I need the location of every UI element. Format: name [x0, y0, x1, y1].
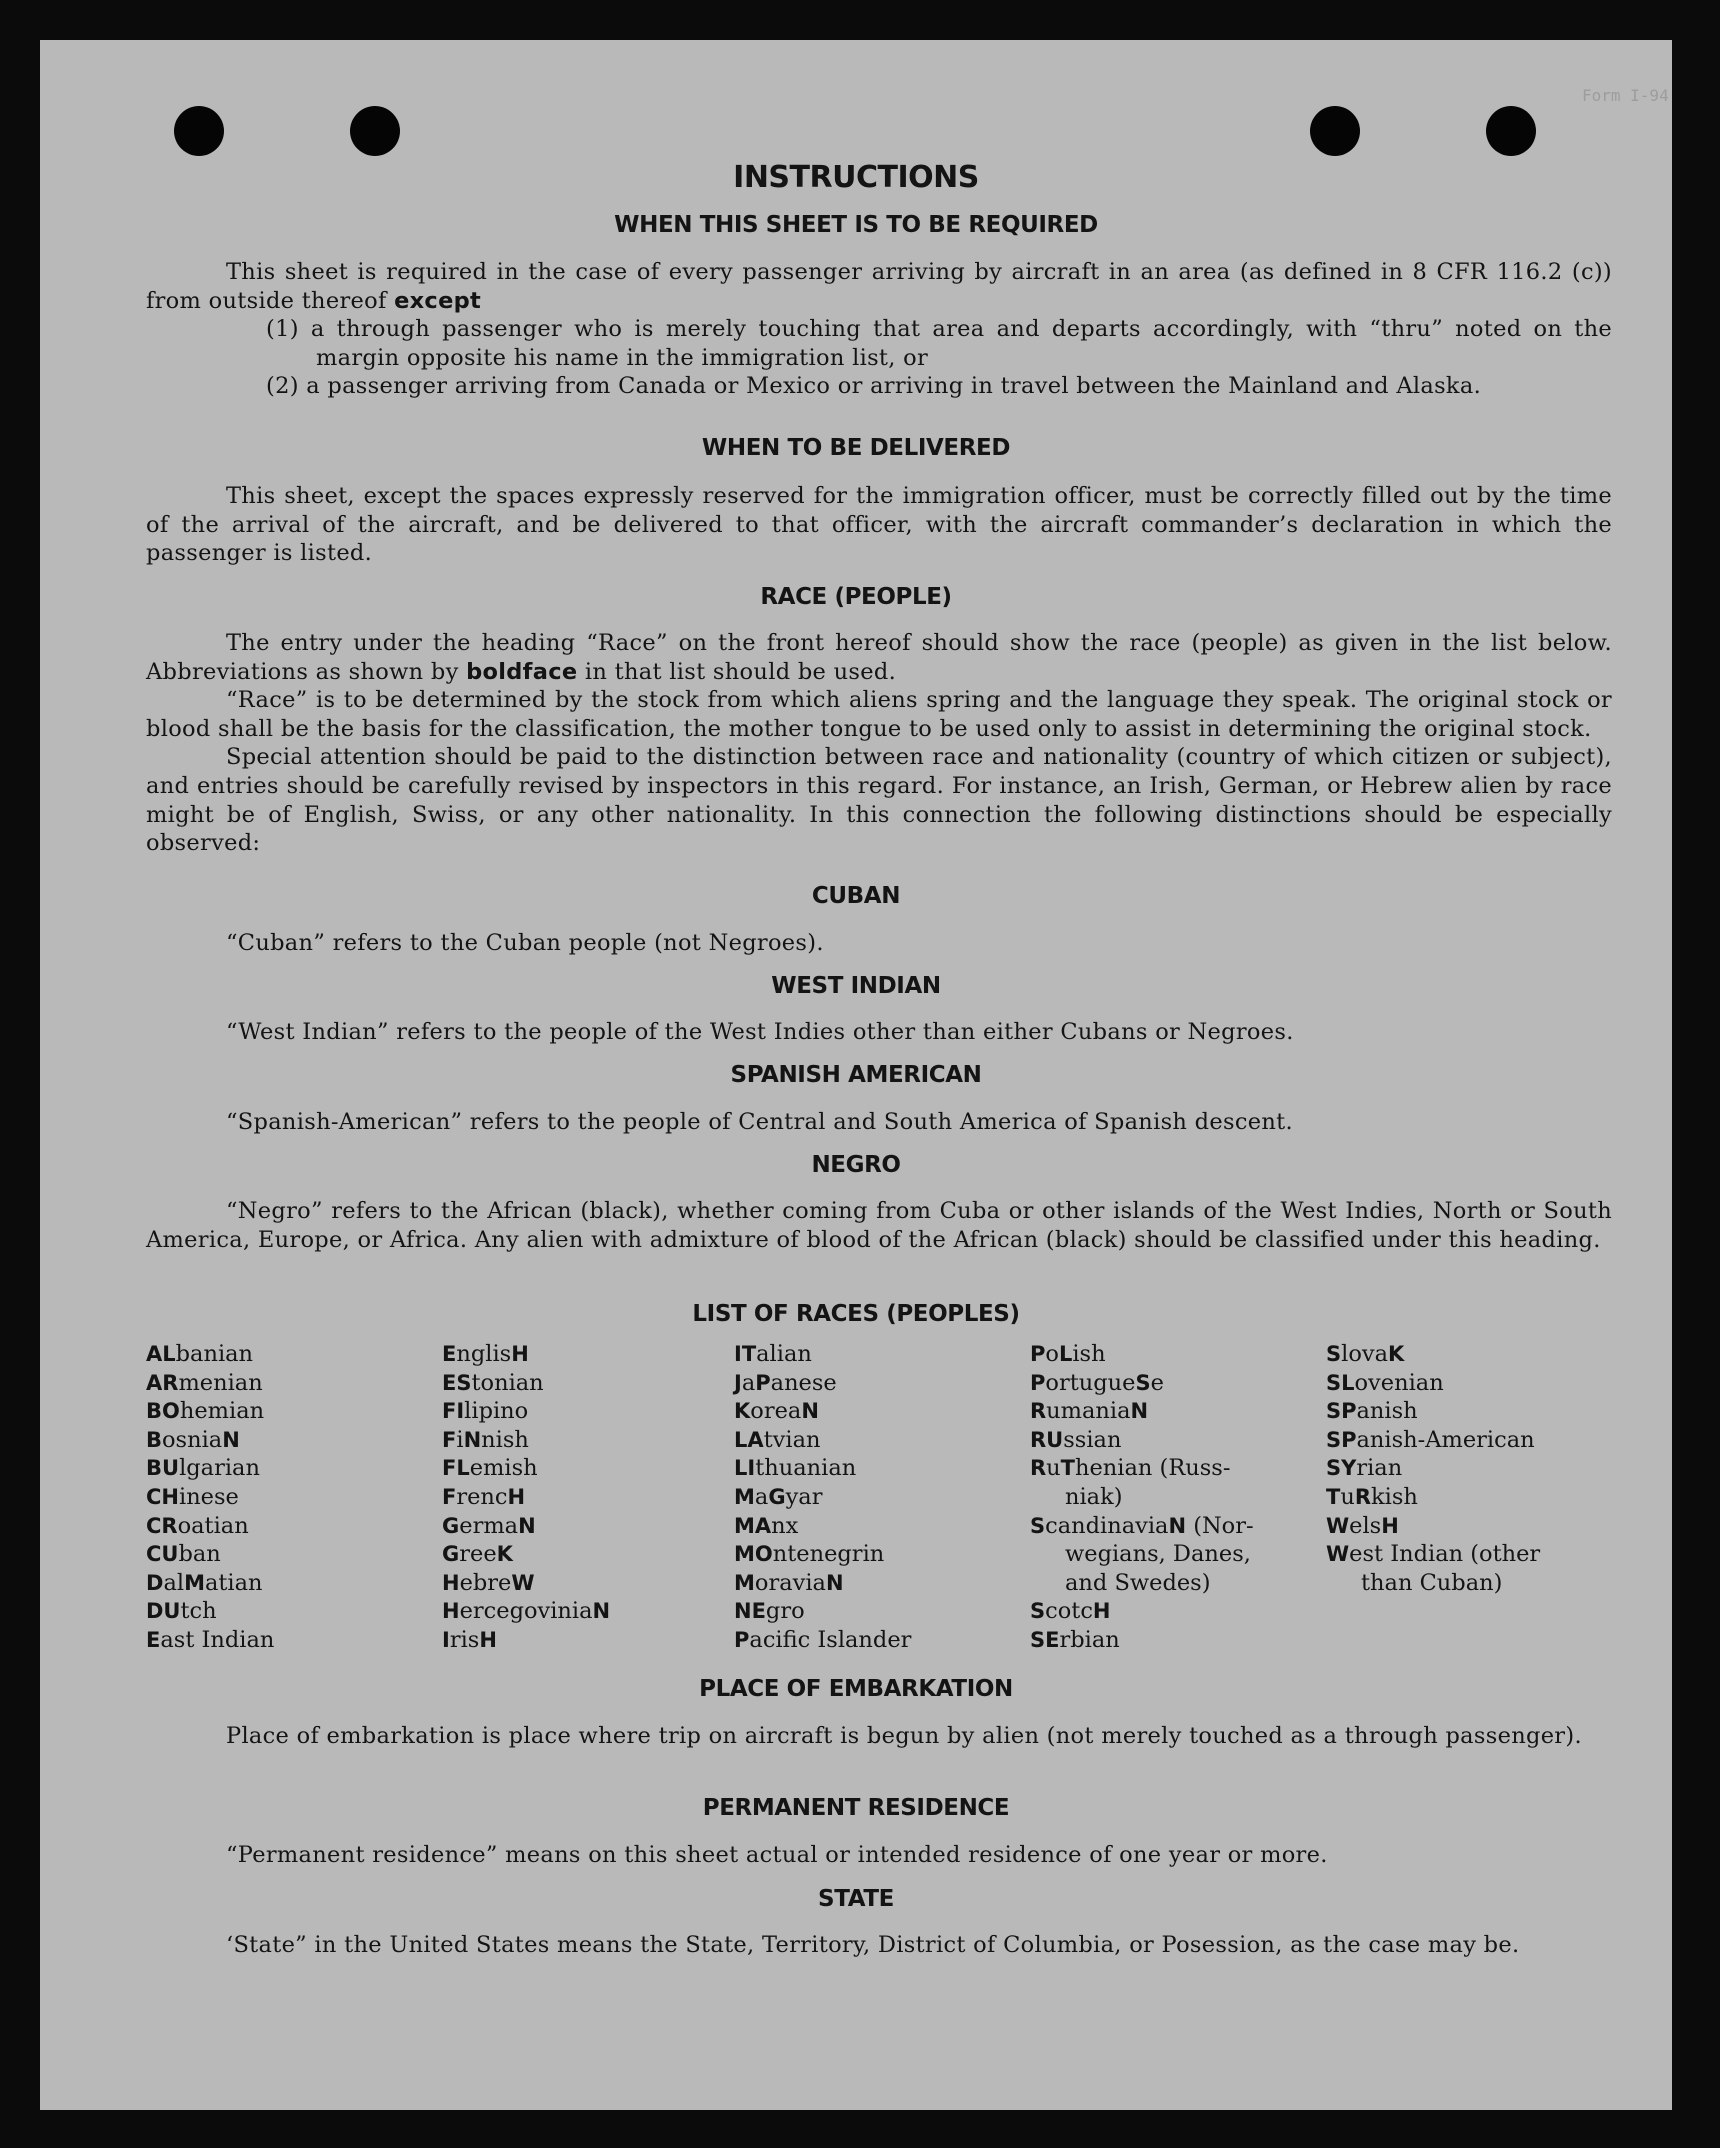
race-entry: BOhemian	[146, 1398, 265, 1425]
heading-when-required: WHEN THIS SHEET IS TO BE REQUIRED	[614, 212, 1098, 238]
race-entry: FiNnish	[442, 1426, 529, 1453]
state-text: ‘State” in the United States means the State, Territory, District of Columbia, or Posession, as the case may be.	[226, 1932, 1520, 1958]
heading-place-of-embarkation: PLACE OF EMBARKATION	[699, 1676, 1013, 1702]
race-entry: PortugueSe	[1030, 1369, 1164, 1396]
race-entry: WelsH	[1326, 1512, 1399, 1539]
race-column	[146, 1340, 274, 1655]
race-column	[1030, 1340, 1254, 1655]
race-entry: niak)	[1065, 1483, 1123, 1510]
punch-hole	[1486, 106, 1536, 156]
race-entry: MaGyar	[734, 1483, 823, 1510]
race-entry: SPanish	[1326, 1398, 1418, 1425]
race-entry: SYrian	[1326, 1455, 1403, 1482]
race-entry: EnglisH	[442, 1341, 529, 1367]
race-entry: ITalian	[734, 1341, 812, 1367]
heading-spanish-american: SPANISH AMERICAN	[730, 1062, 982, 1088]
race-entry: MoraviaN	[734, 1569, 844, 1596]
negro-text: “Negro” refers to the African (black), whether coming from Cuba or other islands of the West Indies, North or South America, Europe, or Africa. Any alien with admixture of blood of the African (black) should be classified under this heading.	[146, 1198, 1612, 1253]
race-entry: KoreaN	[734, 1398, 819, 1425]
race-paragraph-2: “Race” is to be determined by the stock from which aliens spring and the language they speak. The original stock or blood shall be the basis for the classification, the mother tongue to be used only to assist in determining the original stock.	[146, 687, 1612, 742]
race-entry: ALbanian	[146, 1341, 254, 1367]
race-entry: HebreW	[442, 1569, 535, 1596]
when-required-item-1: (1) a through passenger who is merely touching that area and departs accordingly, with “thru” noted on the margin opposite his name in the immigration list, or	[266, 316, 1612, 371]
race-column	[1326, 1340, 1540, 1597]
when-required-item-2: (2) a passenger arriving from Canada or Mexico or arriving in travel between the Mainland and Alaska.	[266, 373, 1482, 400]
race-entry: TuRkish	[1326, 1483, 1418, 1510]
when-required-section	[146, 258, 1612, 401]
race-section	[146, 629, 1612, 858]
race-entry: PoLish	[1030, 1341, 1106, 1367]
heading-when-delivered: WHEN TO BE DELIVERED	[701, 435, 1011, 461]
when-delivered-text: This sheet, except the spaces expressly reserved for the immigration officer, must be correctly filled out by the time of the arrival of the aircraft, and be delivered to that officer, with the aircraft commander’s declaration in which the passenger is listed.	[146, 483, 1612, 567]
race-entry: ScotcH	[1030, 1598, 1111, 1625]
race-p1-bold: boldface	[466, 658, 578, 685]
race-entry: West Indian (other	[1326, 1541, 1541, 1568]
race-entry: EStonian	[442, 1369, 544, 1396]
race-entry: DalMatian	[146, 1569, 263, 1596]
when-required-intro	[146, 258, 1612, 315]
heading-state: STATE	[818, 1886, 894, 1912]
heading-instructions: INSTRUCTIONS	[733, 160, 979, 195]
heading-west-indian: WEST INDIAN	[771, 973, 941, 999]
race-entry: BUlgarian	[146, 1455, 260, 1482]
race-entry: FLemish	[442, 1455, 538, 1482]
race-entry: RuThenian (Russ-	[1030, 1455, 1231, 1482]
heading-race: RACE (PEOPLE)	[760, 584, 952, 610]
place-of-embarkation-text: Place of embarkation is place where trip on aircraft is begun by alien (not merely touched as a through passenger).	[226, 1723, 1582, 1749]
punch-hole	[1310, 106, 1360, 156]
race-p1-b: in that list should be used.	[584, 658, 897, 685]
race-entry: SPanish-American	[1326, 1426, 1535, 1453]
race-entry: and Swedes)	[1065, 1569, 1211, 1596]
heading-permanent-residence: PERMANENT RESIDENCE	[702, 1795, 1010, 1821]
race-entry: GreeK	[442, 1541, 513, 1568]
race-entry: CHinese	[146, 1483, 239, 1510]
race-entry: FrencH	[442, 1483, 526, 1510]
race-entry: SLovenian	[1326, 1369, 1444, 1396]
race-entry: IrisH	[442, 1626, 497, 1653]
race-entry: CUban	[146, 1541, 221, 1568]
race-entry: GermaN	[442, 1512, 536, 1539]
intro-bold: except	[394, 287, 482, 314]
race-entry: East Indian	[146, 1626, 275, 1653]
race-column	[442, 1340, 610, 1655]
cuban-text: “Cuban” refers to the Cuban people (not Negroes).	[226, 930, 824, 956]
race-entry: LAtvian	[734, 1426, 821, 1453]
race-paragraph-3: Special attention should be paid to the distinction between race and nationality (country of which citizen or subject), and entries should be carefully revised by inspectors in this regard. For instance, an Irish, German, or Hebrew alien by race might be of English, Swiss, or any other nationality. In this connection the following distinctions should be especially observed:	[146, 744, 1612, 857]
race-entry: Pacific Islander	[734, 1626, 912, 1653]
race-entry: SErbian	[1030, 1626, 1120, 1653]
race-entry: FIlipino	[442, 1398, 529, 1425]
punch-hole	[350, 106, 400, 156]
race-entry: BosniaN	[146, 1426, 240, 1453]
race-entry: SlovaK	[1326, 1341, 1405, 1367]
race-entry: JaPanese	[734, 1369, 837, 1396]
intro-text: This sheet is required in the case of every passenger arriving by aircraft in an area (as defined in 8 CFR 116.2 (c)) from outside thereof	[146, 259, 1612, 314]
spanish-american-text: “Spanish-American” refers to the people of Central and South America of Spanish descent.	[226, 1109, 1293, 1135]
punch-hole	[174, 106, 224, 156]
race-entry: NEgro	[734, 1598, 805, 1625]
race-entry: DUtch	[146, 1598, 217, 1625]
west-indian-text: “West Indian” refers to the people of the West Indies other than either Cubans or Negroes.	[226, 1019, 1294, 1045]
race-paragraph-1	[146, 629, 1612, 686]
race-entry: HercegoviniaN	[442, 1598, 611, 1625]
race-entry: ScandinaviaN (Nor-	[1030, 1512, 1254, 1539]
race-p1-a: The entry under the heading “Race” on the front hereof should show the race (people) as given in the list below. Abbreviations as shown by	[146, 630, 1612, 685]
race-entry: CRoatian	[146, 1512, 249, 1539]
race-entry: LIthuanian	[734, 1455, 857, 1482]
race-entry: RumaniaN	[1030, 1398, 1149, 1425]
form-number: Form I-94	[1582, 86, 1669, 105]
race-entry: RUssian	[1030, 1426, 1122, 1453]
heading-cuban: CUBAN	[811, 883, 901, 909]
race-entry: ARmenian	[146, 1369, 263, 1396]
heading-list-of-races: LIST OF RACES (PEOPLES)	[692, 1301, 1020, 1327]
heading-negro: NEGRO	[811, 1152, 901, 1178]
race-entry: wegians, Danes,	[1065, 1541, 1251, 1568]
race-column	[734, 1340, 911, 1655]
document-sheet	[40, 40, 1672, 2110]
race-entry: MAnx	[734, 1512, 799, 1539]
race-entry: than Cuban)	[1361, 1569, 1503, 1596]
permanent-residence-text: “Permanent residence” means on this sheet actual or intended residence of one year or more.	[226, 1842, 1328, 1868]
race-entry: MOntenegrin	[734, 1541, 885, 1568]
